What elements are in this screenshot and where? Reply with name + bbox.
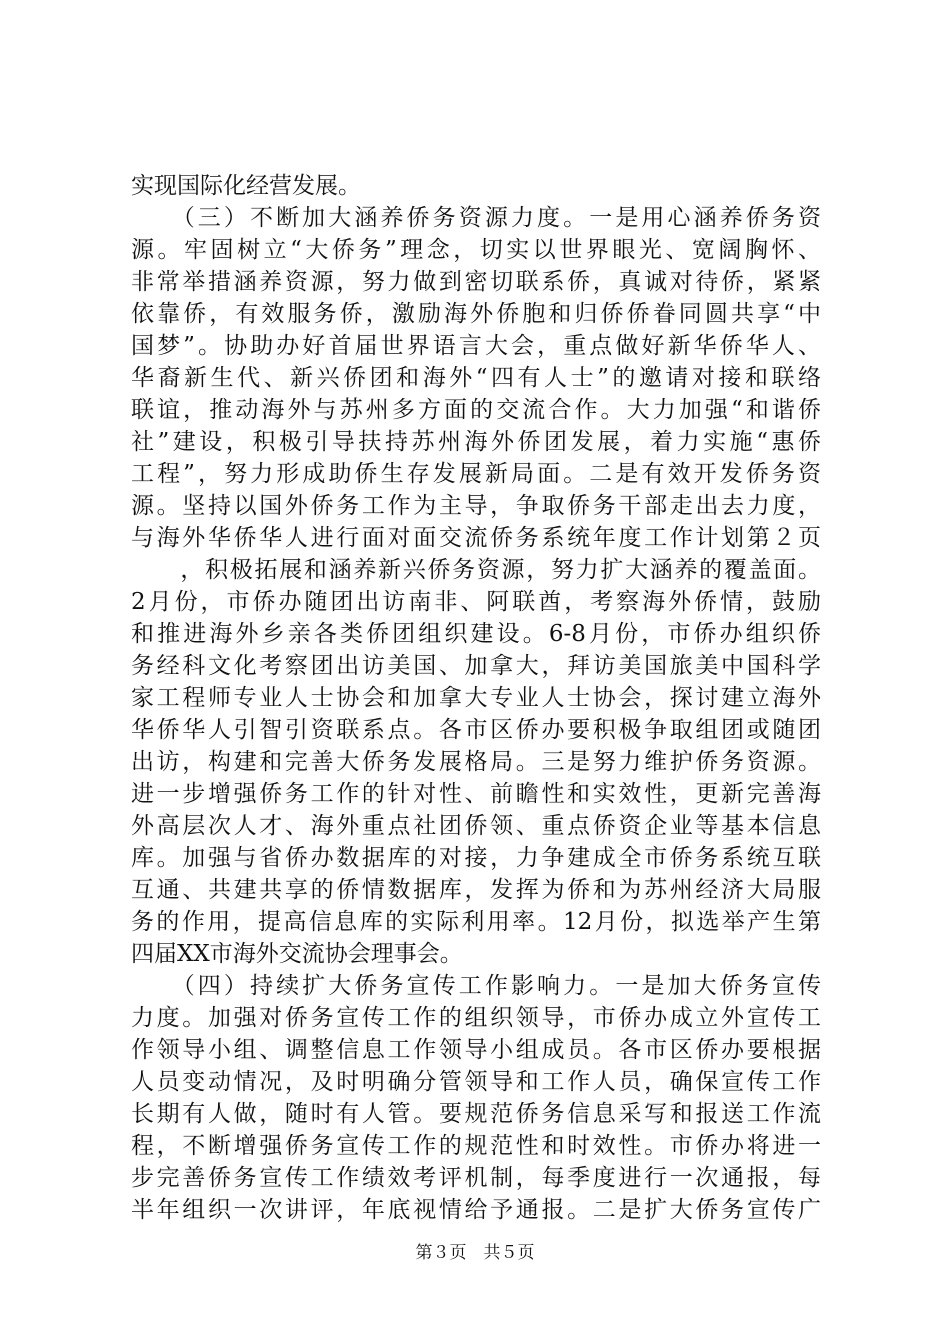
text-line: 华侨华人引智引资联系点。各市区侨办要积极争取组团或随团 bbox=[131, 717, 821, 743]
text-line: 出访，构建和完善大侨务发展格局。三是努力维护侨务资源。 bbox=[131, 749, 821, 775]
body-text bbox=[131, 170, 821, 1226]
text-line: 源。牢固树立“大侨务”理念，切实以世界眼光、宽阔胸怀、 bbox=[131, 237, 821, 263]
text-line: 工程”，努力形成助侨生存发展新局面。二是有效开发侨务资 bbox=[131, 461, 821, 487]
text-line: 进一步增强侨务工作的针对性、前瞻性和实效性，更新完善海 bbox=[131, 781, 821, 807]
text-line: （四）持续扩大侨务宣传工作影响力。一是加大侨务宣传 bbox=[131, 973, 821, 999]
text-line: ，积极拓展和涵养新兴侨务资源，努力扩大涵养的覆盖面。 bbox=[131, 557, 821, 583]
text-line: 务的作用，提高信息库的实际利用率。12月份，拟选举产生第 bbox=[131, 909, 821, 935]
page-footer: 第３页 共５页 bbox=[415, 1243, 535, 1263]
text-line: 非常举措涵养资源，努力做到密切联系侨，真诚对待侨，紧紧 bbox=[131, 269, 821, 295]
text-line: 社”建设，积极引导扶持苏州海外侨团发展，着力实施“惠侨 bbox=[131, 429, 821, 455]
text-line: 2月份，市侨办随团出访南非、阿联酋，考察海外侨情，鼓励 bbox=[131, 589, 821, 615]
text-line: 长期有人做，随时有人管。要规范侨务信息采写和报送工作流 bbox=[131, 1101, 821, 1127]
text-line: 力度。加强对侨务宣传工作的组织领导，市侨办成立外宣传工 bbox=[131, 1005, 821, 1031]
text-line: 源。坚持以国外侨务工作为主导，争取侨务干部走出去力度， bbox=[131, 493, 821, 519]
text-line: 务经科文化考察团出访美国、加拿大，拜访美国旅美中国科学 bbox=[131, 653, 821, 679]
text-line: 人员变动情况，及时明确分管领导和工作人员，确保宣传工作 bbox=[131, 1069, 821, 1095]
text-line: 华裔新生代、新兴侨团和海外“四有人士”的邀请对接和联络 bbox=[131, 365, 821, 391]
text-line: （三）不断加大涵养侨务资源力度。一是用心涵养侨务资 bbox=[131, 205, 821, 231]
text-line: 实现国际化经营发展。 bbox=[131, 173, 361, 199]
text-line: 家工程师专业人士协会和加拿大专业人士协会，探讨建立海外 bbox=[131, 685, 821, 711]
text-line: 外高层次人才、海外重点社团侨领、重点侨资企业等基本信息 bbox=[131, 813, 821, 839]
text-line: 国梦”。协助办好首届世界语言大会，重点做好新华侨华人、 bbox=[131, 333, 821, 359]
text-line: 程，不断增强侨务宣传工作的规范性和时效性。市侨办将进一 bbox=[131, 1133, 821, 1159]
text-line: 库。加强与省侨办数据库的对接，力争建成全市侨务系统互联 bbox=[131, 845, 821, 871]
text-line: 和推进海外乡亲各类侨团组织建设。6-8月份，市侨办组织侨 bbox=[131, 621, 821, 647]
text-line: 步完善侨务宣传工作绩效考评机制，每季度进行一次通报，每 bbox=[131, 1165, 821, 1191]
text-line: 联谊，推动海外与苏州多方面的交流合作。大力加强“和谐侨 bbox=[131, 397, 821, 423]
text-line: 半年组织一次讲评，年底视情给予通报。二是扩大侨务宣传广 bbox=[131, 1197, 821, 1223]
text-line: 作领导小组、调整信息工作领导小组成员。各市区侨办要根据 bbox=[131, 1037, 821, 1063]
text-line: 与海外华侨华人进行面对面交流侨务系统年度工作计划第２页 bbox=[131, 525, 821, 551]
text-line: 四届XX市海外交流协会理事会。 bbox=[131, 941, 463, 967]
text-line: 依靠侨，有效服务侨，激励海外侨胞和归侨侨眷同圆共享“中 bbox=[131, 301, 821, 327]
text-line: 互通、共建共享的侨情数据库，发挥为侨和为苏州经济大局服 bbox=[131, 877, 821, 903]
